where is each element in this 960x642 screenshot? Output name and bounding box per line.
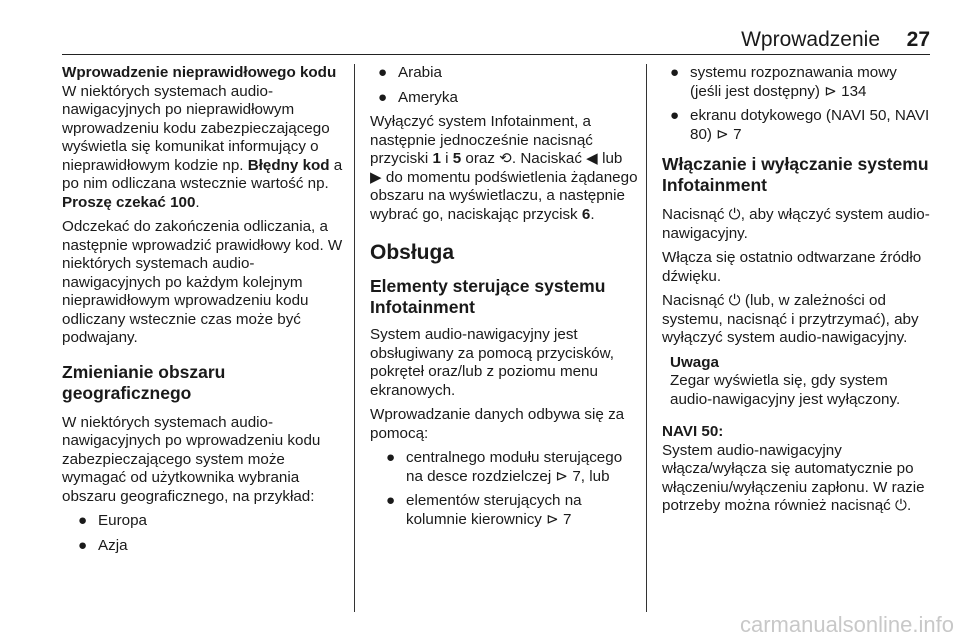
page-number: 27 — [906, 28, 930, 51]
paragraph: W niektórych systemach audio-nawigacyjnych po wprowadzeniu kodu zabezpieczającego system może wymagać od użytkownika wybrania obszaru geograficznego, na przykład: — [62, 413, 321, 505]
column-divider — [646, 64, 647, 612]
list-item — [70, 512, 348, 531]
paragraph: Nacisnąć ⏻ (lub, w zależności od systemu, nacisnąć i przytrzymać), aby wyłączyć system audio-nawigacyjny. — [662, 292, 919, 346]
note-box — [662, 354, 930, 410]
bullet-icon: ● — [670, 107, 680, 124]
list-item-text: ekranu dotykowego (NAVI 50, NAVI 80) ⊳ 7 — [690, 107, 930, 143]
bullet-list — [370, 64, 638, 107]
list-item — [378, 492, 638, 529]
text-run: a po nim odliczana wstecznie wartość np. — [62, 156, 343, 192]
paragraph: System audio-nawigacyjny włącza/wyłącza się automatycznie po włączeniu/wyłączeniu zapłonu. W razie potrzeby można również nacisnąć ⏻. — [662, 441, 925, 514]
watermark: carmanualsonline.info — [739, 612, 954, 637]
section-heading: Elementy sterujące systemu Infotainment — [370, 276, 606, 317]
list-item — [662, 107, 930, 144]
bullet-list — [62, 512, 348, 555]
list-item — [378, 449, 638, 486]
list-item — [70, 537, 348, 556]
bullet-icon: ● — [78, 512, 88, 529]
bullet-icon: ● — [670, 64, 680, 81]
text-run: . — [590, 205, 595, 223]
section-heading: Wprowadzenie nieprawidłowego kodu — [62, 64, 337, 81]
list-item — [370, 64, 638, 83]
bullet-icon: ● — [386, 492, 396, 509]
section-heading: NAVI 50: — [662, 423, 724, 440]
bullet-icon: ● — [378, 64, 388, 81]
bullet-icon: ● — [386, 449, 396, 466]
text-run-bold: 1 — [432, 150, 441, 167]
text-run-bold: 5 — [452, 150, 462, 167]
note-title: Uwaga — [670, 353, 719, 371]
paragraph: Nacisnąć ⏻, aby włączyć system audio-nawigacyjny. — [662, 206, 930, 242]
bullet-list — [662, 64, 930, 144]
list-item-text: Azja — [98, 536, 128, 554]
paragraph: Włącza się ostatnio odtwarzane źródło dźwięku. — [662, 249, 922, 285]
text-run-bold: 6 — [581, 205, 591, 223]
list-item-text: Arabia — [398, 64, 442, 81]
header-rule — [62, 54, 930, 55]
paragraph: System audio-nawigacyjny jest obsługiwany za pomocą przycisków, pokręteł oraz/lub z poziomu menu ekranowych. — [370, 326, 614, 399]
text-run: W niektórych systemach audio-nawigacyjnych po nieprawidłowym wprowadzeniu kodu zabezpieczającego wyświetla się komunikat informujący o nieprawidłowym kodzie np. — [62, 82, 330, 174]
column-2 — [370, 64, 638, 535]
text-run-bold: Proszę czekać 100 — [62, 193, 196, 211]
paragraph: Odczekać do zakończenia odliczania, a następnie wprowadzić prawidłowy kod. W niektórych systemach audio-nawigacyjnych po każdym kolejnym nieprawidłowym wprowadzeniu kodu odliczany wstecznie czas może być podwajany. — [62, 218, 343, 346]
column-3 — [662, 64, 930, 516]
header-title: Wprowadzenie — [741, 28, 880, 51]
column-divider — [354, 64, 355, 612]
section-heading: Włączanie i wyłączanie systemu Infotainment — [662, 154, 929, 195]
chapter-heading: Obsługa — [370, 241, 455, 264]
list-item-text: elementów sterujących na kolumnie kierownicy ⊳ 7 — [406, 492, 582, 528]
paragraph — [370, 113, 638, 224]
list-item-text: Europa — [98, 512, 147, 529]
text-run: i — [440, 150, 453, 167]
column-1 — [62, 64, 348, 561]
list-item-text: Ameryka — [398, 88, 458, 106]
paragraph — [62, 83, 348, 213]
bullet-icon: ● — [78, 536, 88, 554]
list-item-text: systemu rozpoznawania mowy (jeśli jest dostępny) ⊳ 134 — [690, 64, 897, 100]
bullet-icon: ● — [378, 88, 388, 106]
text-run: Wyłączyć system Infotainment, a następnie jednocześnie nacisnąć przyciski — [370, 113, 593, 167]
list-item-text: centralnego modułu sterującego na desce rozdzielczej ⊳ 7, lub — [406, 449, 623, 485]
list-item — [370, 89, 638, 108]
paragraph: Wprowadzanie danych odbywa się za pomocą: — [370, 406, 625, 442]
note-text: Zegar wyświetla się, gdy system audio-nawigacyjny jest wyłączony. — [670, 372, 901, 408]
page-header — [0, 28, 960, 58]
list-item — [662, 64, 930, 101]
section-heading: Zmienianie obszaru geograficznego — [62, 361, 226, 403]
text-run-bold: Błędny kod — [247, 156, 330, 174]
text-run: oraz ⟲. Naciskać ◀ lub ▶ do momentu podświetlenia żądanego obszaru na wyświetlaczu, a następnie wybrać go, naciskając przycisk — [370, 150, 638, 223]
text-run: . — [195, 193, 200, 211]
bullet-list — [370, 449, 638, 529]
